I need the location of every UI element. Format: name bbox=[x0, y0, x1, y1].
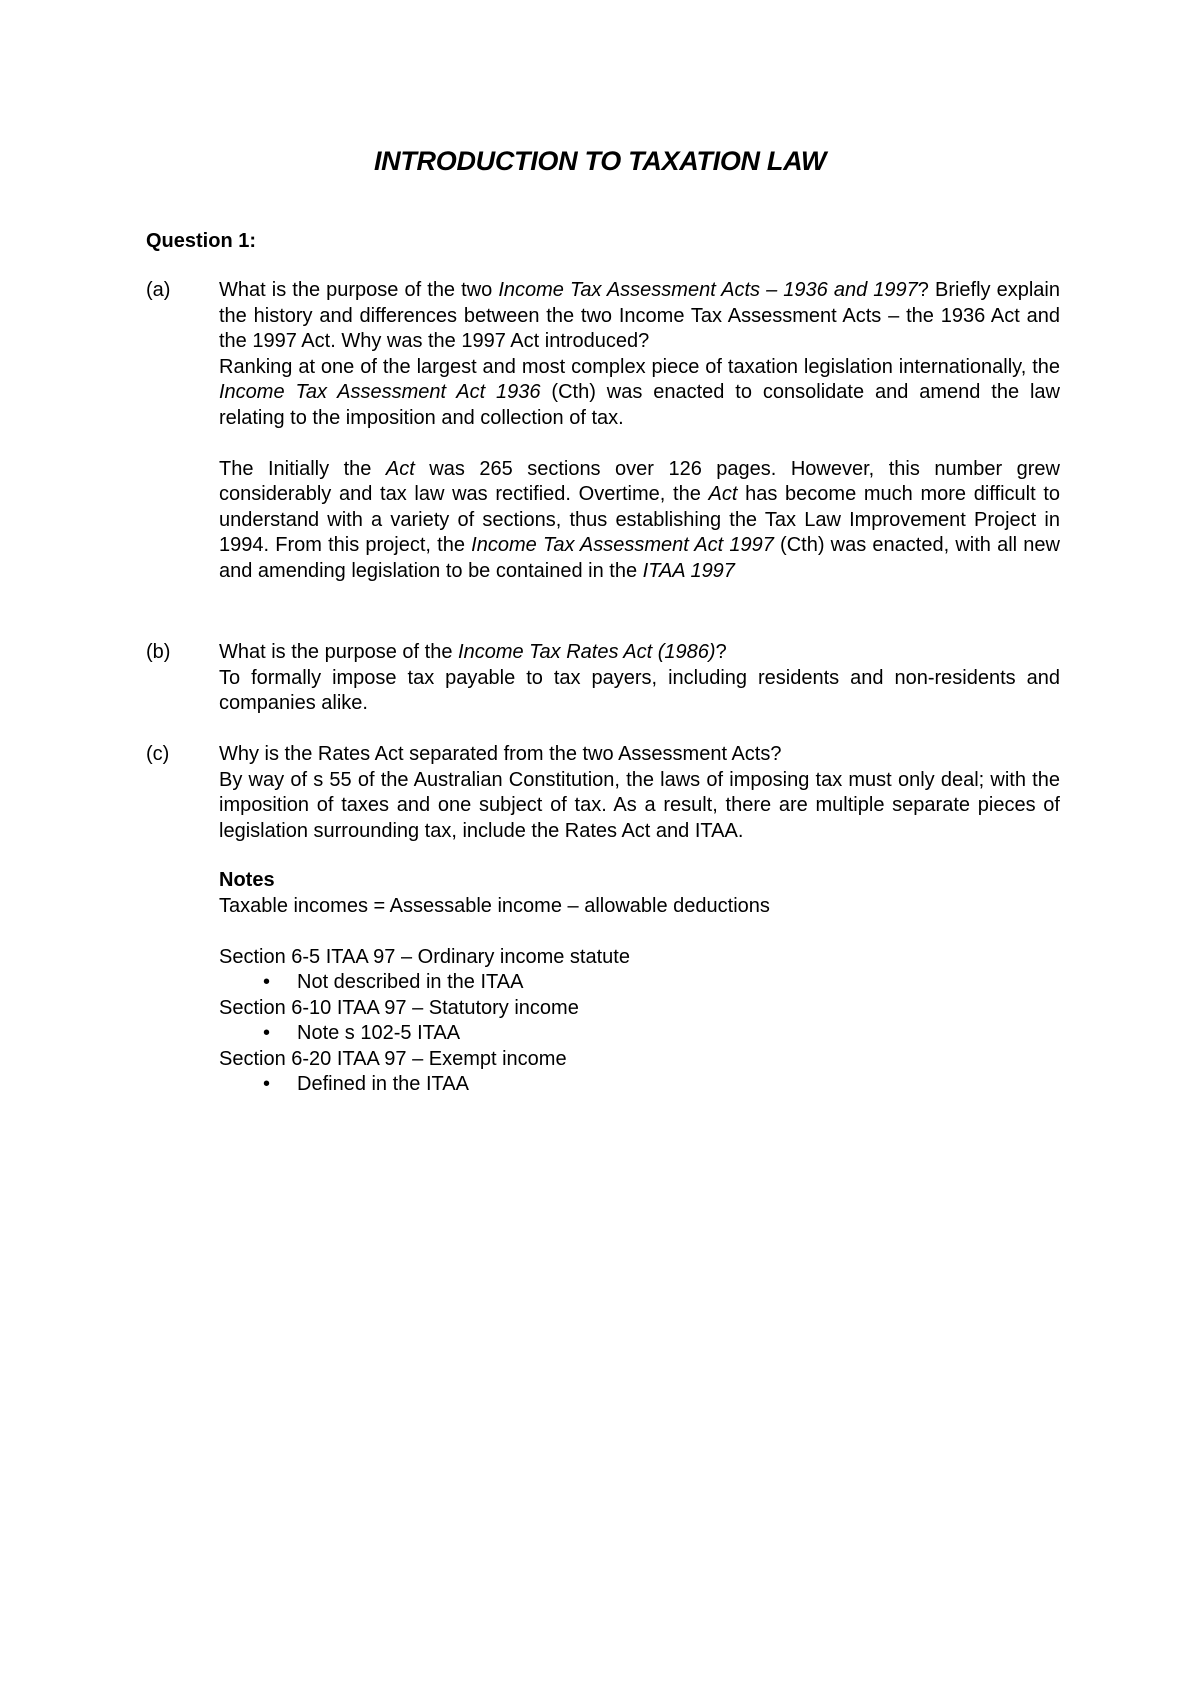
question-part-c bbox=[146, 742, 1060, 844]
section-heading: Section 6-20 ITAA 97 – Exempt income bbox=[219, 1047, 567, 1070]
part-label-a: (a) bbox=[146, 279, 171, 301]
part-a-answer-paragraph-2: The Initially the Act was 265 sections over 126 pages. However, this number grew considerably and tax law was rectified. Overtime, the Act has become much more difficult to understand with a variety of sections, thus establishing the Tax Law Improvement Project in 1994. From this project, the Income Tax Assessment Act 1997 (Cth) was enacted, with all new and amending legislation to be contained in the ITAA 1997 bbox=[219, 457, 1061, 582]
notes-section bbox=[219, 868, 1060, 1098]
bullet-icon: • bbox=[263, 1022, 271, 1044]
part-b-question: What is the purpose of the Income Tax Rates Act (1986)? bbox=[219, 641, 727, 663]
question-heading: Question 1: bbox=[146, 230, 257, 252]
part-c-answer: By way of s 55 of the Australian Constitution, the laws of imposing tax must only deal; with the imposition of taxes and one subject of tax. As a result, there are multiple separate pieces of legislation surrounding tax, include the Rates Act and ITAA. bbox=[219, 768, 1060, 842]
list-item: • Note s 102-5 ITAA bbox=[219, 1021, 1060, 1047]
list-item: • Defined in the ITAA bbox=[219, 1072, 1060, 1098]
act-title: ITAA 1997 bbox=[642, 559, 735, 582]
document-title: INTRODUCTION TO TAXATION LAW bbox=[373, 146, 827, 176]
notes-heading: Notes bbox=[219, 869, 275, 891]
part-b-answer: To formally impose tax payable to tax payers, including residents and non-residents and companies alike. bbox=[219, 666, 1060, 714]
bullet-icon: • bbox=[263, 1073, 271, 1095]
part-c-question: Why is the Rates Act separated from the two Assessment Acts? bbox=[219, 743, 782, 765]
part-a-question: What is the purpose of the two Income Tax Assessment Acts – 1936 and 1997? Briefly explain the history and differences between the two Income Tax Assessment Acts – the 1936 Act and the 1997 Act. Why was the 1997 Act introduced? bbox=[219, 279, 1060, 352]
section-heading: Section 6-5 ITAA 97 – Ordinary income statute bbox=[219, 945, 630, 968]
spacer bbox=[219, 919, 1060, 945]
question-part-a bbox=[146, 278, 1060, 584]
section-heading: Section 6-10 ITAA 97 – Statutory income bbox=[219, 996, 579, 1019]
act-title: Income Tax Rates Act (1986) bbox=[458, 641, 716, 663]
part-label-b: (b) bbox=[146, 641, 171, 663]
bullet-icon: • bbox=[263, 971, 271, 993]
taxable-income-formula: Taxable incomes = Assessable income – allowable deductions bbox=[219, 894, 770, 917]
bullet-list bbox=[219, 1021, 1060, 1047]
bullet-list bbox=[219, 970, 1060, 996]
question-part-b bbox=[146, 640, 1060, 717]
act-title: Income Tax Assessment Act 1936 bbox=[219, 381, 541, 403]
bullet-list bbox=[219, 1072, 1060, 1098]
part-label-c: (c) bbox=[146, 743, 170, 765]
act-title: Income Tax Assessment Act 1997 bbox=[471, 534, 774, 556]
list-item: • Not described in the ITAA bbox=[219, 970, 1060, 996]
part-a-answer-paragraph-1: Ranking at one of the largest and most complex piece of taxation legislation internationally, the Income Tax Assessment Act 1936 (Cth) was enacted to consolidate and amend the law relating to the imposition and collection of tax. bbox=[219, 355, 1061, 429]
act-title: Income Tax Assessment Acts – 1936 and 1997 bbox=[498, 279, 918, 301]
